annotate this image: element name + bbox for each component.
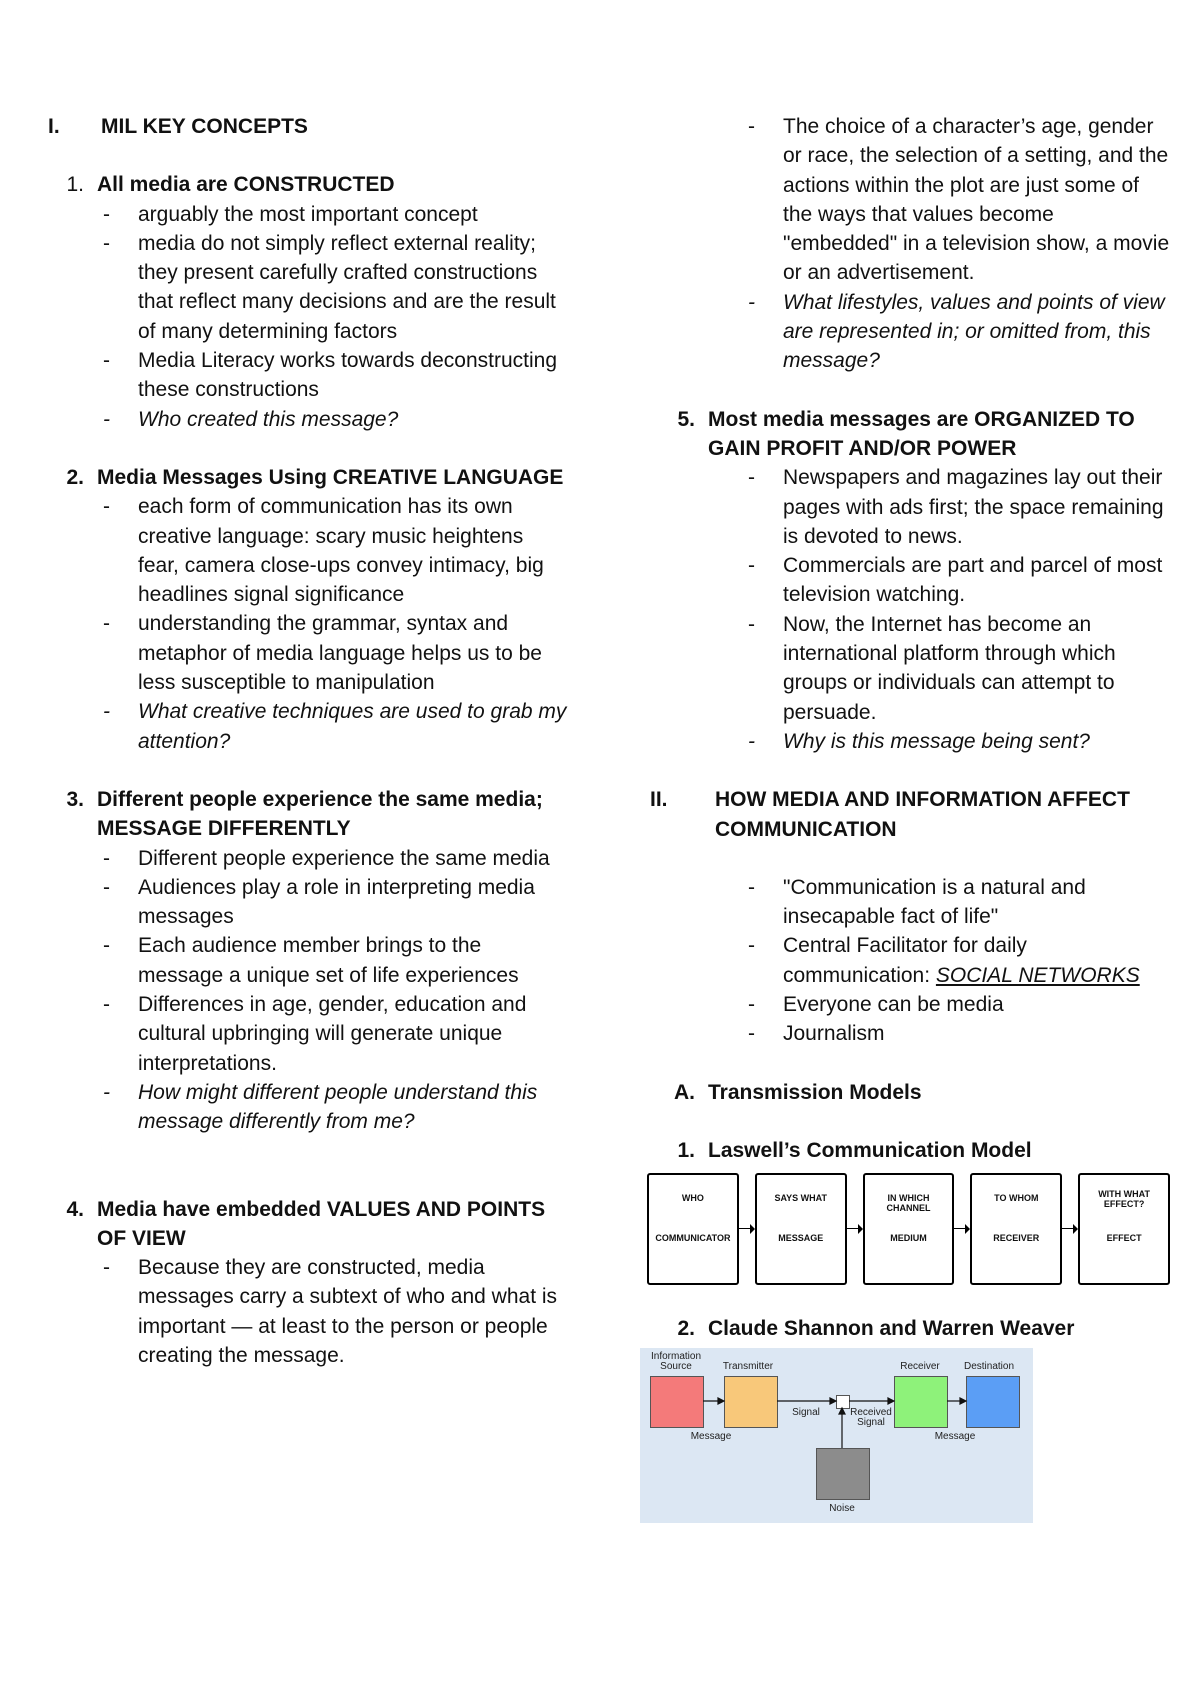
list-item: - Newspapers and magazines lay out their pages with ads first; the space remaining is devoted to news. xyxy=(783,463,1170,551)
list-item: - Everyone can be media xyxy=(783,990,1170,1019)
list-item: - media do not simply reflect external reality; they present carefully crafted constructions that reflect many decisions and are the result of many determining factors xyxy=(138,229,568,346)
left-column xyxy=(48,112,568,1370)
laswell-box-question: WHO xyxy=(681,1193,704,1204)
concept-2-bullets xyxy=(48,492,568,756)
arrow-head xyxy=(718,1398,724,1404)
label-signal: Signal xyxy=(792,1406,820,1418)
concept-4-bullets-part1 xyxy=(48,1253,568,1370)
laswell-box-label: COMMUNICATOR xyxy=(655,1233,731,1244)
shannon-title: Claude Shannon and Warren Weaver xyxy=(708,1317,1075,1341)
laswell-box-question: IN WHICH CHANNEL xyxy=(886,1193,931,1214)
list-item: - understanding the grammar, syntax and metaphor of media language helps us to be less susceptible to manipulation xyxy=(138,609,568,697)
concept-question: - What creative techniques are used to grab my attention? xyxy=(138,697,568,756)
list-item: - Different people experience the same media xyxy=(138,844,568,873)
arrow-right-icon xyxy=(847,1223,863,1235)
concept-title: Media have embedded VALUES AND POINTS OF VIEW xyxy=(97,1197,546,1250)
arrow-right-icon xyxy=(954,1223,970,1235)
laswell-box-question: SAYS WHAT xyxy=(774,1193,827,1204)
laswell-box-label: MEDIUM xyxy=(890,1233,927,1244)
laswell-heading xyxy=(673,1136,1170,1165)
list-item: - The choice of a character’s age, gender or race, the selection of a setting, and the actions within the plot are just some of the ways that values become "embedded" in a television show, a movie or an advertisement. xyxy=(783,112,1170,288)
right-column xyxy=(650,112,1170,1523)
concept-1-heading xyxy=(48,170,568,199)
laswell-box-label: EFFECT xyxy=(1106,1233,1142,1244)
arrow-head xyxy=(839,1408,845,1414)
list-item: - Journalism xyxy=(783,1019,1170,1048)
laswell-box-label: MESSAGE xyxy=(778,1233,824,1244)
concept-3-bullets xyxy=(48,844,568,1137)
list-item: - Commercials are part and parcel of most television watching. xyxy=(783,551,1170,610)
list-item: - Now, the Internet has become an international platform through which groups or individuals can attempt to persuade. xyxy=(783,610,1170,727)
concept-5-bullets xyxy=(650,463,1170,756)
laswell-box-who xyxy=(647,1173,739,1285)
label-received-signal: Received Signal xyxy=(850,1406,892,1428)
concept-4-heading xyxy=(48,1195,568,1254)
concept-2-heading xyxy=(48,463,568,492)
list-item: - arguably the most important concept xyxy=(138,200,568,229)
arrow-head xyxy=(830,1398,836,1404)
list-item xyxy=(783,931,1170,990)
concept-number: 1. xyxy=(66,173,84,197)
concept-question: - Why is this message being sent? xyxy=(783,727,1170,756)
concept-title: All media are CONSTRUCTED xyxy=(97,173,395,197)
concept-number: 4. xyxy=(66,1197,84,1221)
list-item: - Differences in age, gender, education and cultural upbringing will generate unique interpretations. xyxy=(138,990,568,1078)
section-2-bullets xyxy=(650,873,1170,1049)
list-item: - Audiences play a role in interpreting media messages xyxy=(138,873,568,932)
list-item: - Each audience member brings to the message a unique set of life experiences xyxy=(138,931,568,990)
arrow-right-icon xyxy=(1062,1223,1078,1235)
shannon-weaver-diagram xyxy=(640,1348,1033,1523)
laswell-diagram xyxy=(647,1173,1170,1285)
concept-question: - Who created this message? xyxy=(138,405,568,434)
laswell-box-question: WITH WHAT EFFECT? xyxy=(1098,1189,1151,1210)
concept-title: Most media messages are ORGANIZED TO GAIN PROFIT AND/OR POWER xyxy=(708,407,1135,460)
laswell-box-label: RECEIVER xyxy=(993,1233,1040,1244)
arrow-head xyxy=(960,1398,966,1404)
label-message-left: Message xyxy=(690,1430,732,1442)
label-information-source: Information Source xyxy=(650,1350,702,1372)
laswell-box-says-what xyxy=(755,1173,847,1285)
list-item-text: Central Facilitator for daily communication: xyxy=(783,934,1027,987)
list-item: - "Communication is a natural and insecapable fact of life" xyxy=(783,873,1170,932)
section-2-title: HOW MEDIA AND INFORMATION AFFECT COMMUNICATION xyxy=(715,788,1130,841)
label-receiver: Receiver xyxy=(900,1360,940,1372)
concept-3-heading xyxy=(48,785,568,844)
concept-title: Media Messages Using CREATIVE LANGUAGE xyxy=(97,465,564,489)
list-item: - Because they are constructed, media messages carry a subtext of who and what is important — at least to the person or people creating the message. xyxy=(138,1253,568,1370)
laswell-box-channel xyxy=(863,1173,955,1285)
model-number: 1. xyxy=(677,1138,695,1162)
concept-5-heading xyxy=(673,405,1170,464)
social-networks-link: SOCIAL NETWORKS xyxy=(935,963,1140,987)
section-1-title: MIL KEY CONCEPTS xyxy=(101,115,308,138)
list-item: - Media Literacy works towards deconstructing these constructions xyxy=(138,346,568,405)
concept-number: 5. xyxy=(677,407,695,431)
list-item: - each form of communication has its own creative language: scary music heightens fear, camera close-ups convey intimacy, big headlines signal significance xyxy=(138,492,568,609)
shannon-heading xyxy=(673,1314,1170,1343)
concept-number: 2. xyxy=(66,465,84,489)
model-number: 2. xyxy=(677,1317,695,1341)
section-2-numeral: II. xyxy=(650,788,668,812)
concept-4-bullets-part2 xyxy=(650,112,1170,376)
concept-question: - What lifestyles, values and points of view are represented in; or omitted from, this message? xyxy=(783,288,1170,376)
concept-1-bullets xyxy=(48,200,568,434)
laswell-box-question: TO WHOM xyxy=(994,1193,1039,1204)
concept-title: Different people experience the same media; MESSAGE DIFFERENTLY xyxy=(97,787,543,841)
subsection-title: Transmission Models xyxy=(708,1080,922,1104)
laswell-box-to-whom xyxy=(970,1173,1062,1285)
laswell-title: Laswell’s Communication Model xyxy=(708,1138,1032,1162)
section-2-heading xyxy=(650,785,1170,844)
label-message-right: Message xyxy=(934,1430,976,1442)
label-transmitter: Transmitter xyxy=(722,1360,774,1372)
transmission-models-heading xyxy=(673,1078,1170,1107)
label-noise: Noise xyxy=(829,1502,855,1514)
laswell-box-effect xyxy=(1078,1173,1170,1285)
section-1-heading xyxy=(48,112,568,141)
subsection-letter: A. xyxy=(674,1080,695,1104)
section-1-numeral: I. xyxy=(48,115,60,138)
concept-number: 3. xyxy=(66,787,84,811)
arrow-right-icon xyxy=(739,1223,755,1235)
label-destination: Destination xyxy=(963,1360,1015,1372)
arrow-head xyxy=(888,1398,894,1404)
concept-question: - How might different people understand this message differently from me? xyxy=(138,1078,568,1137)
